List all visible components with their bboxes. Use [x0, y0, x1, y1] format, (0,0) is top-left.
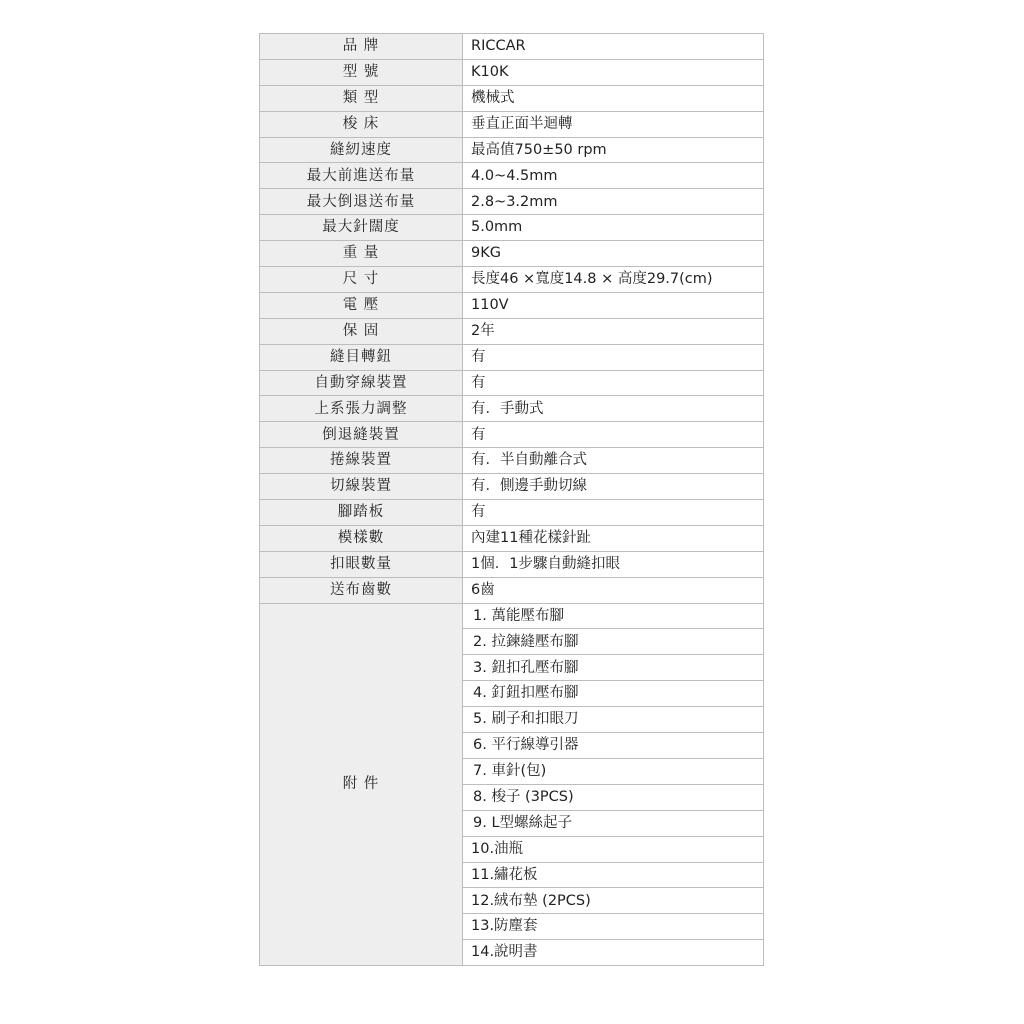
spec-row — [260, 396, 764, 422]
spec-label: 捲線裝置 — [260, 448, 463, 474]
accessory-item: 14.說明書 — [463, 940, 764, 966]
accessory-item: 3. 鈕扣孔壓布腳 — [463, 655, 764, 681]
spec-label: 型 號 — [260, 59, 463, 85]
spec-label: 腳踏板 — [260, 500, 463, 526]
spec-row — [260, 551, 764, 577]
spec-label: 自動穿線裝置 — [260, 370, 463, 396]
spec-row — [260, 267, 764, 293]
accessory-item: 2. 拉鍊縫壓布腳 — [463, 629, 764, 655]
spec-value: 最高值750±50 rpm — [463, 137, 764, 163]
spec-label: 電 壓 — [260, 292, 463, 318]
accessory-item: 10.油瓶 — [463, 836, 764, 862]
spec-label: 最大針闊度 — [260, 215, 463, 241]
spec-value: 有 — [463, 500, 764, 526]
spec-value: 有．側邊手動切線 — [463, 474, 764, 500]
spec-row — [260, 500, 764, 526]
spec-row — [260, 215, 764, 241]
spec-label: 梭 床 — [260, 111, 463, 137]
spec-value: 有．半自動離合式 — [463, 448, 764, 474]
spec-value: K10K — [463, 59, 764, 85]
spec-row — [260, 525, 764, 551]
spec-table-body — [260, 34, 764, 966]
spec-row — [260, 344, 764, 370]
accessory-item: 9. L型螺絲起子 — [463, 810, 764, 836]
spec-label: 縫紉速度 — [260, 137, 463, 163]
accessory-item: 7. 車針(包) — [463, 758, 764, 784]
accessory-item: 13.防塵套 — [463, 914, 764, 940]
spec-value: 有 — [463, 344, 764, 370]
spec-value: 6齒 — [463, 577, 764, 603]
spec-row — [260, 137, 764, 163]
spec-table — [259, 33, 764, 966]
spec-value: 2.8~3.2mm — [463, 189, 764, 215]
spec-value: 機械式 — [463, 85, 764, 111]
spec-row — [260, 189, 764, 215]
spec-row — [260, 241, 764, 267]
accessory-row — [260, 603, 764, 629]
spec-value: RICCAR — [463, 34, 764, 60]
spec-label: 扣眼數量 — [260, 551, 463, 577]
spec-label: 類 型 — [260, 85, 463, 111]
accessories-label: 附 件 — [260, 603, 463, 965]
spec-value: 有 — [463, 370, 764, 396]
spec-label: 最大倒退送布量 — [260, 189, 463, 215]
spec-row — [260, 422, 764, 448]
spec-row — [260, 370, 764, 396]
spec-row — [260, 85, 764, 111]
spec-row — [260, 111, 764, 137]
accessory-item: 5. 刷子和扣眼刀 — [463, 707, 764, 733]
spec-label: 重 量 — [260, 241, 463, 267]
spec-value: 110V — [463, 292, 764, 318]
accessory-item: 12.絨布墊 (2PCS) — [463, 888, 764, 914]
spec-row — [260, 474, 764, 500]
spec-label: 送布齒數 — [260, 577, 463, 603]
spec-value: 有 — [463, 422, 764, 448]
spec-value: 長度46 ×寬度14.8 × 高度29.7(cm) — [463, 267, 764, 293]
spec-label: 倒退縫裝置 — [260, 422, 463, 448]
spec-value: 垂直正面半迴轉 — [463, 111, 764, 137]
spec-label: 模樣數 — [260, 525, 463, 551]
spec-row — [260, 163, 764, 189]
spec-row — [260, 292, 764, 318]
spec-value: 內建11種花樣針趾 — [463, 525, 764, 551]
spec-label: 切線裝置 — [260, 474, 463, 500]
spec-value: 9KG — [463, 241, 764, 267]
spec-value: 1個．1步驟自動縫扣眼 — [463, 551, 764, 577]
spec-row — [260, 318, 764, 344]
accessory-item: 8. 梭子 (3PCS) — [463, 784, 764, 810]
spec-row — [260, 448, 764, 474]
spec-label: 最大前進送布量 — [260, 163, 463, 189]
spec-row — [260, 34, 764, 60]
spec-row — [260, 577, 764, 603]
accessory-item: 1. 萬能壓布腳 — [463, 603, 764, 629]
spec-value: 有．手動式 — [463, 396, 764, 422]
spec-value: 4.0~4.5mm — [463, 163, 764, 189]
spec-value: 2年 — [463, 318, 764, 344]
spec-label: 縫目轉鈕 — [260, 344, 463, 370]
accessory-item: 4. 釘鈕扣壓布腳 — [463, 681, 764, 707]
spec-label: 品 牌 — [260, 34, 463, 60]
spec-value: 5.0mm — [463, 215, 764, 241]
spec-label: 尺 寸 — [260, 267, 463, 293]
spec-label: 保 固 — [260, 318, 463, 344]
spec-label: 上系張力調整 — [260, 396, 463, 422]
spec-row — [260, 59, 764, 85]
accessory-item: 6. 平行線導引器 — [463, 733, 764, 759]
accessory-item: 11.繡花板 — [463, 862, 764, 888]
